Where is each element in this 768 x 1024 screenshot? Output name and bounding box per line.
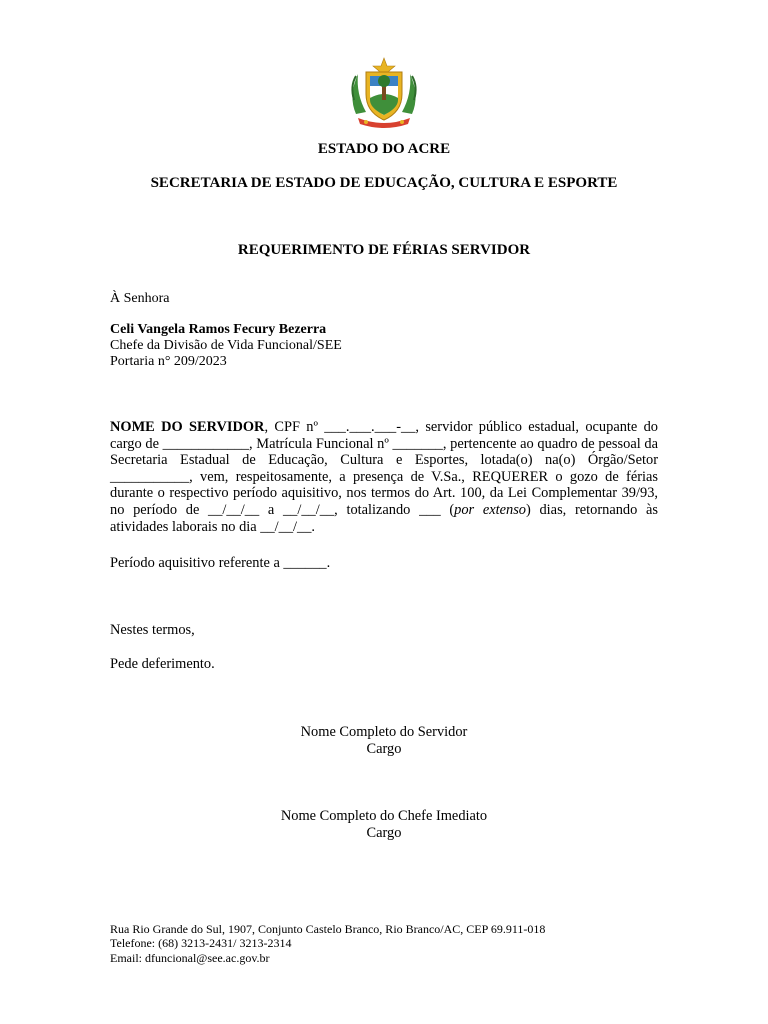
manager-position: Cargo (366, 825, 402, 841)
servant-position: Cargo (366, 741, 402, 757)
secretariat-heading: SECRETARIA DE ESTADO DE EDUCAÇÃO, CULTURA E ESPORTE (150, 175, 618, 191)
request-paragraph (110, 419, 658, 535)
servant-signature-block (0, 724, 768, 758)
document-title: REQUERIMENTO DE FÉRIAS SERVIDOR (237, 242, 531, 258)
closing-terms: Nestes termos, (110, 622, 195, 638)
recipient-details (110, 322, 658, 370)
footer-phone: Telefone: (68) 3213-2431/ 3213-2314 (110, 936, 292, 951)
state-heading: ESTADO DO ACRE (317, 141, 451, 157)
manager-full-name: Nome Completo do Chefe Imediato (280, 808, 488, 824)
footer-email: Email: dfuncional@see.ac.gov.br (110, 950, 270, 965)
recipient-role: Chefe da Divisão de Vida Funcional/SEE (110, 338, 342, 353)
written-out-emphasis: por extenso (454, 501, 526, 518)
closing-request: Pede deferimento. (110, 656, 215, 672)
acre-state-coat-of-arms-icon (344, 56, 424, 128)
salutation: À Senhora (110, 291, 170, 306)
servant-full-name: Nome Completo do Servidor (300, 724, 468, 740)
recipient-ordinance: Portaria n° 209/2023 (110, 354, 227, 369)
request-text-part2: ) dias, retornando às atividades laborais no dia __/__/__. (110, 501, 658, 535)
addressee-block (110, 291, 658, 307)
request-text-part1: , CPF nº ___.___.___-__, servidor público estadual, ocupante do cargo de ____________, Matrícula Funcional nº _______, pertencente ao quadro de pessoal da Secretaria Estadual de Educação, Cultura e Esportes, lotada(o) na(o) Órgão/Setor ___________, vem, respeitosamente, a presença de V.Sa., REQUERER o gozo de férias durante o respectivo período aquisitivo, nos termos do Art. 100, da Lei Complementar 39/93, no período de __/__/__ a __/__/__, totalizando ___ ( (110, 419, 658, 518)
acquisition-period: Período aquisitivo referente a ______. (110, 555, 331, 571)
manager-signature-block (0, 808, 768, 842)
footer-address: Rua Rio Grande do Sul, 1907, Conjunto Castelo Branco, Rio Branco/AC, CEP 69.911-018 (110, 922, 546, 936)
recipient-name: Celi Vangela Ramos Fecury Bezerra (110, 322, 327, 337)
footer-contact (110, 922, 545, 965)
servant-name-placeholder: NOME DO SERVIDOR (110, 419, 265, 435)
